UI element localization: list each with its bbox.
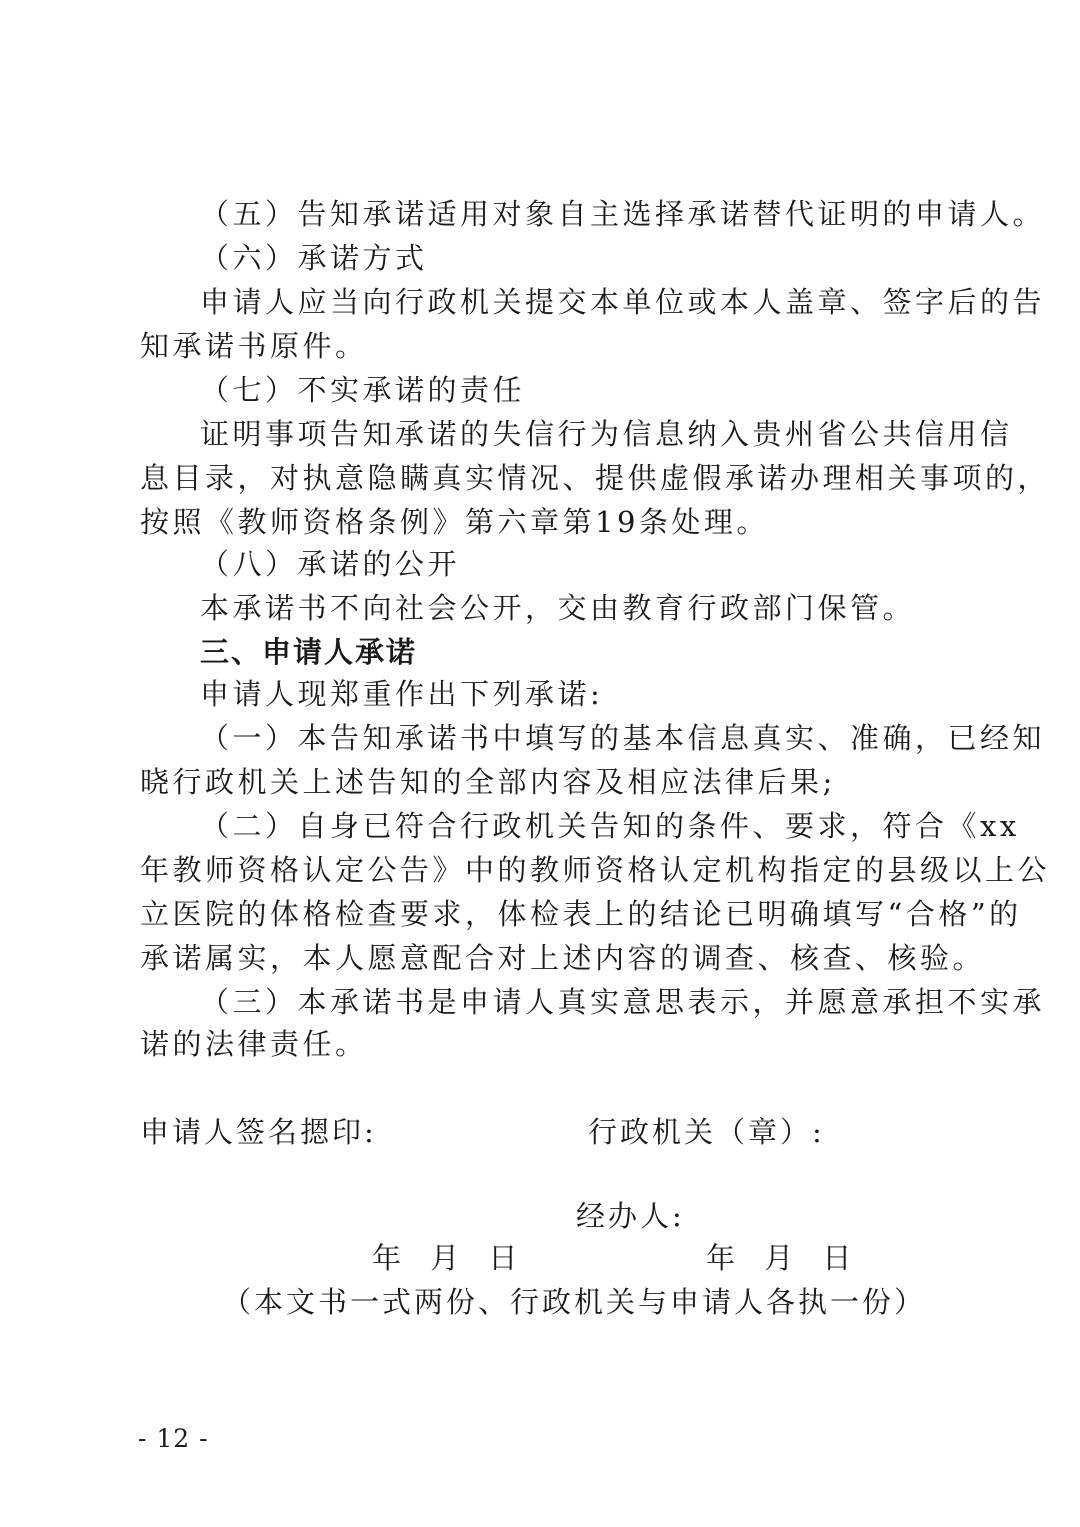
- item-6-heading: （六）承诺方式: [200, 241, 428, 275]
- applicant-date: 年 月 日: [372, 1241, 528, 1275]
- agency-date: 年 月 日: [706, 1241, 862, 1275]
- paragraph-line: 本承诺书不向社会公开，交由教育行政部门保管。: [200, 591, 916, 625]
- section-heading: 三、申请人承诺: [200, 635, 418, 669]
- paragraph-line: 诺的法律责任。: [140, 1027, 368, 1061]
- paragraph-line: （一）本告知承诺书中填写的基本信息真实、准确，已经知: [200, 721, 1046, 755]
- item-7-heading: （七）不实承诺的责任: [200, 373, 526, 407]
- handler-label: 经办人:: [576, 1199, 685, 1233]
- paragraph-line: 立医院的体格检查要求，体检表上的结论已明确填写“合格”的: [140, 897, 1022, 931]
- paragraph-line: 申请人应当向行政机关提交本单位或本人盖章、签字后的告: [200, 285, 1046, 319]
- page-number: - 12 -: [138, 1424, 209, 1453]
- copies-note: （本文书一式两份、行政机关与申请人各执一份）: [222, 1285, 927, 1319]
- paragraph-line: 晓行政机关上述告知的全部内容及相应法律后果;: [140, 765, 836, 799]
- paragraph-line: 申请人现郑重作出下列承诺:: [200, 677, 604, 711]
- paragraph-line: （三）本承诺书是申请人真实意思表示，并愿意承担不实承: [200, 985, 1046, 1019]
- paragraph-line: （二）自身已符合行政机关告知的条件、要求，符合《xx: [200, 809, 1020, 843]
- item-5-target: （五）告知承诺适用对象自主选择承诺替代证明的申请人。: [200, 197, 1046, 231]
- item-8-heading: （八）承诺的公开: [200, 547, 461, 581]
- paragraph-line: 证明事项告知承诺的失信行为信息纳入贵州省公共信用信: [200, 417, 1013, 451]
- agency-seal-label: 行政机关（章）:: [588, 1115, 825, 1149]
- paragraph-line: 知承诺书原件。: [140, 329, 368, 363]
- paragraph-line: 息目录，对执意隐瞒真实情况、提供虚假承诺办理相关事项的，: [140, 461, 1051, 495]
- paragraph-line: 承诺属实，本人愿意配合对上述内容的调查、核查、核验。: [140, 941, 986, 975]
- paragraph-line: 年教师资格认定公告》中的教师资格认定机构指定的县级以上公: [140, 853, 1051, 887]
- paragraph-line: 按照《教师资格条例》第六章第19条处理。: [140, 505, 769, 539]
- applicant-signature-label: 申请人签名摁印:: [140, 1115, 377, 1149]
